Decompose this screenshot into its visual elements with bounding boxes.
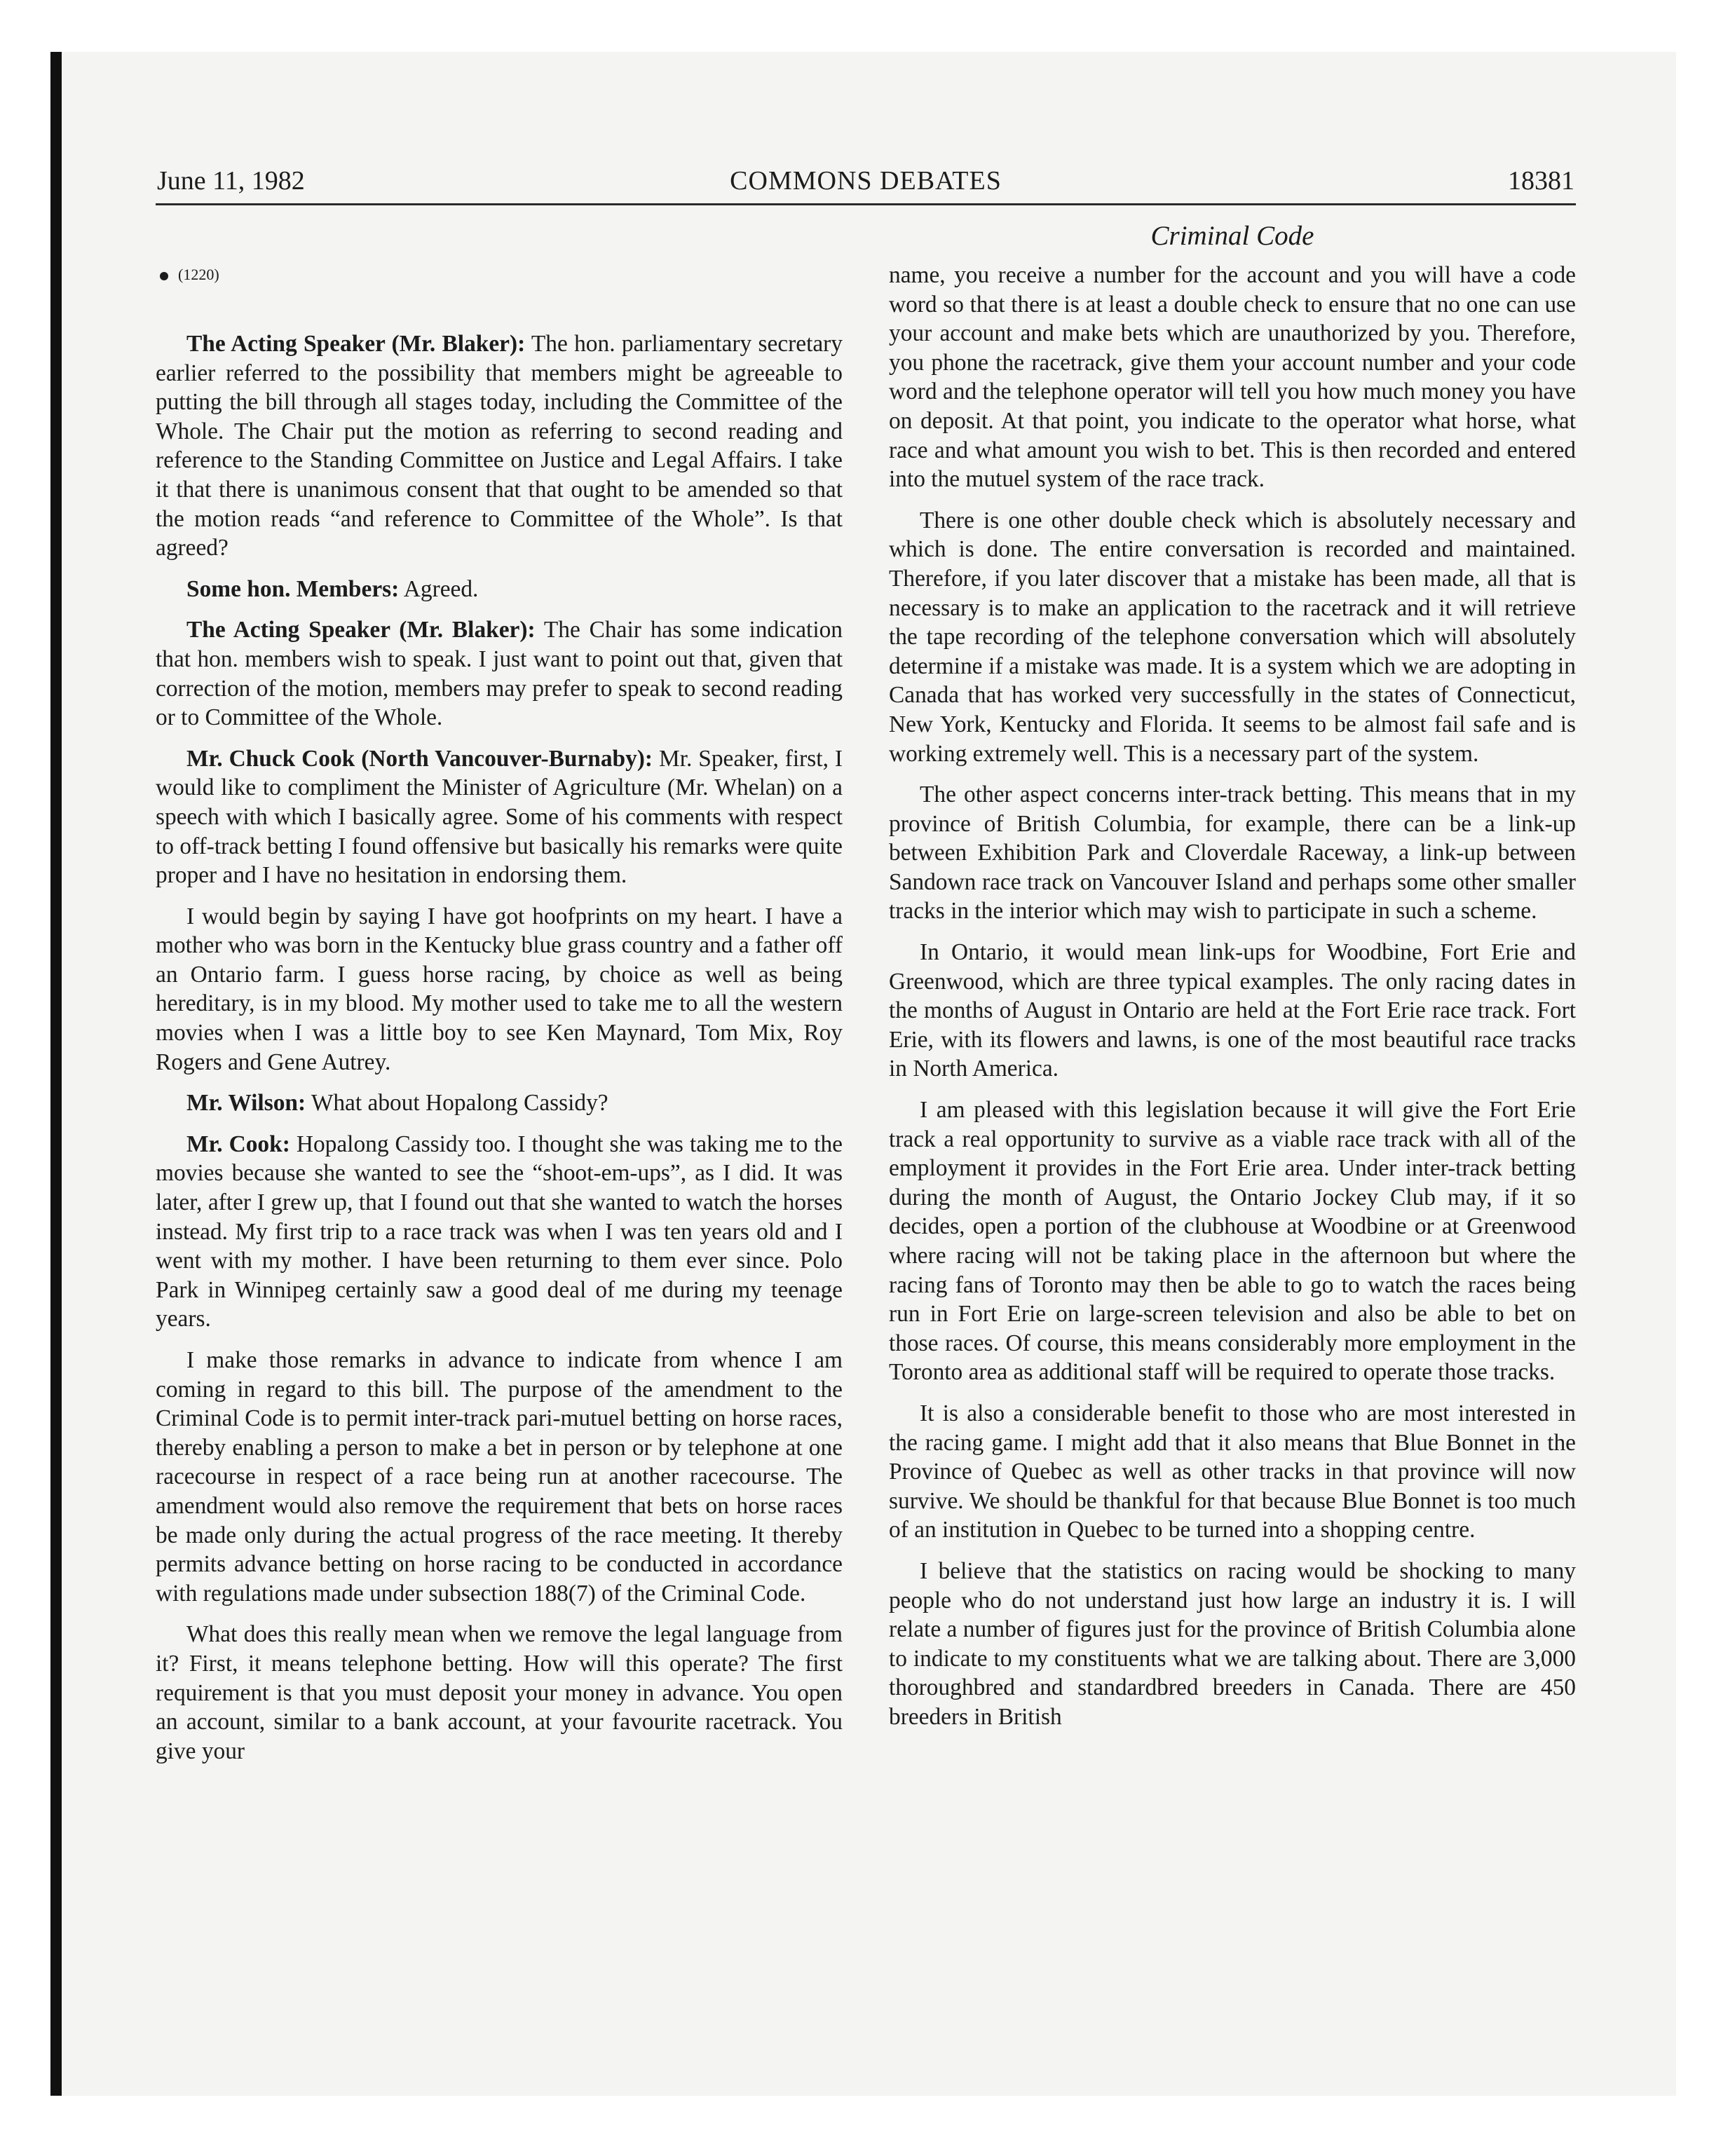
speaker-name: Mr. Wilson: <box>186 1090 306 1117</box>
paragraph <box>156 575 843 604</box>
paragraph <box>156 744 843 890</box>
speaker-name: Some hon. Members: <box>186 575 400 602</box>
paragraph <box>156 329 843 563</box>
right-column <box>889 261 1576 1744</box>
paragraph-text: I make those remarks in advance to indicate from whence I am coming in regard to this bill. The purpose of the amendment to the Criminal Code is to permit inter-track pari-mutuel betting on horse races, thereby enabling a person to make a bet in person or by telephone at one racecourse in respect of a race being run at another racecourse. The amendment would also remove the requirement that bets on horse races be made only during the actual progress of the race meeting. It thereby permits advance betting on horse racing to be conducted in accordance with regulations made under subsection 188(7) of the Criminal Code. <box>156 1347 843 1606</box>
paragraph <box>156 1089 843 1118</box>
paragraph-text: The Chair has some indication that hon. members wish to speak. I just want to point out that, given that correction of the motion, members may prefer to speak to second reading or to Committee of the Whole. <box>156 617 843 731</box>
scan-edge <box>50 52 62 2096</box>
paragraph-text: Hopalong Cassidy too. I thought she was taking me to the movies because she wanted to see the “shoot-em-ups”, as I did. It was later, after I grew up, that I found out that she wanted to watch the horses instead. My first trip to a race track was when I was ten years old and I went with my mother. I have been returning to them ever since. Polo Park in Winnipeg certainly saw a good deal of me during my teenage years. <box>156 1131 843 1332</box>
paragraph-text: Mr. Speaker, first, I would like to compliment the Minister of Agriculture (Mr. Whelan) on a speech with which I basically agree. Some of his comments with respect to off-track betting I found offensive but basically his remarks were quite proper and I have no hesitation in endorsing them. <box>156 745 843 889</box>
paragraph-continued: name, you receive a number for the account and you will have a code word so that there is at least a double check to ensure that no one can use your account and make bets which are unauthorized by you. Therefore, you phone the racetrack, give them your account number and your code word and the telephone operator will tell you how much money you have on deposit. At that point, you indicate to the operator what horse, what race and what amount you wish to bet. This is then recorded and entered into the mutuel system of the race track. <box>889 262 1576 493</box>
paragraph-text: What does this really mean when we remove the legal language from it? First, it means telephone betting. How will this operate? The first requirement is that you must deposit your money in advance. You open an account, similar to a bank account, at your favourite racetrack. You give your <box>156 1621 843 1764</box>
running-header <box>156 165 1576 205</box>
paragraph: It is also a considerable benefit to those who are most interested in the racing game. I might add that it also means that Blue Bonnet in the Province of Quebec as well as other tracks in that province will now survive. We should be thankful for that because Blue Bonnet is too much of an institution in Quebec to be turned into a shopping centre. <box>889 1400 1576 1543</box>
header-page-number: 18381 <box>1508 166 1574 196</box>
left-column <box>156 261 843 1778</box>
paragraph-text: I would begin by saying I have got hoofprints on my heart. I have a mother who was born in the Kentucky blue grass country and a father off an Ontario farm. I guess horse racing, by choice as well as being hereditary, is in my blood. My mother used to take me to all the western movies when I was a little boy to see Ken Maynard, Tom Mix, Roy Rogers and Gene Autrey. <box>156 903 843 1075</box>
paragraph <box>156 1620 843 1766</box>
paragraph-text: Agreed. <box>399 575 479 602</box>
bullet-icon <box>160 272 168 280</box>
paragraph <box>156 1130 843 1334</box>
paragraph: I am pleased with this legislation because it will give the Fort Erie track a real opportunity to survive as a viable race track with all of the employment it provides in the Fort Erie area. Under inter-track betting during the month of August, the Ontario Jockey Club may, if it so decides, open a portion of the clubhouse at Woodbine or at Greenwood where racing will not be taking place in the afternoon but where the racing fans of Toronto may then be able to go to watch the races being run in Fort Erie on large-screen television and also be able to bet on those races. Of course, this means considerably more employment in the Toronto area as additional staff will be required to operate those tracks. <box>889 1097 1576 1386</box>
paragraph <box>156 902 843 1077</box>
speaker-name: The Acting Speaker (Mr. Blaker): <box>186 617 536 643</box>
paragraph: I believe that the statistics on racing would be shocking to many people who do not understand just how large an industry it is. I will relate a number of figures just for the province of British Columbia alone to indicate to my constituents what we are talking about. There are 3,000 thoroughbred and standardbred breeders in Canada. There are 450 breeders in British <box>889 1557 1576 1730</box>
paragraph: The other aspect concerns inter-track betting. This means that in my province of British Columbia, for example, there can be a link-up between Exhibition Park and Cloverdale Raceway, a link-up between Sandown race track on Vancouver Island and perhaps some other smaller tracks in the interior which may wish to participate in such a scheme. <box>889 782 1576 925</box>
speaker-name: Mr. Cook: <box>186 1131 290 1157</box>
paragraph: In Ontario, it would mean link-ups for Woodbine, Fort Erie and Greenwood, which are three typical examples. The only racing dates in the months of August in Ontario are held at the Fort Erie race track. Fort Erie, with its flowers and lawns, is one of the most beautiful race tracks in North America. <box>889 939 1576 1082</box>
section-title: Criminal Code <box>1150 221 1314 251</box>
paragraph: There is one other double check which is absolutely necessary and which is done. The entire conversation is recorded and maintained. Therefore, if you later discover that a mistake has been made, all that is necessary is to make an application to the racetrack and it will retrieve the tape recording of the telephone conversation which will absolutely determine if a mistake was made. It is a system which we are adopting in Canada that has worked very successfully in the states of Connecticut, New York, Kentucky and Florida. It seems to be almost fail safe and is working extremely well. This is a necessary part of the system. <box>889 507 1576 767</box>
header-publication: COMMONS DEBATES <box>730 166 1002 196</box>
paragraph-text: The hon. parliamentary secretary earlier referred to the possibility that members might be agreeable to putting the bill through all stages today, including the Committee of the Whole. The Chair put the motion as referring to second reading and reference to the Standing Committee on Justice and Legal Affairs. I take it that there is unanimous consent that that ought to be amended so that the motion reads “and reference to Committee of the Whole”. Is that agreed? <box>156 331 843 561</box>
paragraph-text: What about Hopalong Cassidy? <box>306 1090 608 1117</box>
time-marker-text: (1220) <box>178 266 219 283</box>
speaker-name: Mr. Chuck Cook (North Vancouver-Burnaby): <box>186 745 653 772</box>
paragraph <box>156 615 843 732</box>
speaker-name: The Acting Speaker (Mr. Blaker): <box>186 331 526 357</box>
header-date: June 11, 1982 <box>157 166 305 196</box>
paragraph <box>156 1346 843 1608</box>
time-marker <box>160 261 843 289</box>
